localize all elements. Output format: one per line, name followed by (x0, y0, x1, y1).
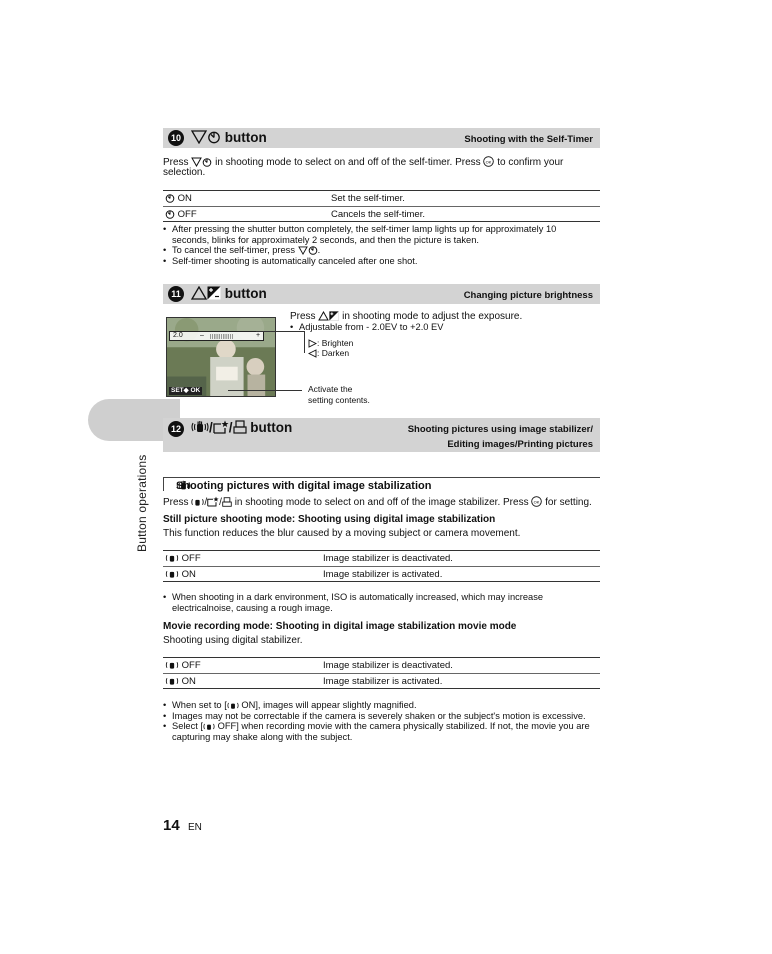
up-arrow-icon (191, 286, 207, 301)
self-timer-icon (207, 130, 221, 145)
section-11-title: button (191, 286, 267, 301)
table-row: ON Image stabilizer is activated. (163, 566, 600, 581)
movie-mode-heading: Movie recording mode: Shooting in digital image stabilization movie mode (163, 621, 517, 632)
image-stabilizer-icon (165, 660, 179, 671)
section-10-notes (163, 224, 593, 266)
section-11-header (163, 284, 600, 304)
page-number: 14 (163, 817, 180, 834)
image-stabilizer-icon (227, 700, 239, 710)
print-icon (222, 497, 232, 508)
list-item: • To cancel the self-timer, press . (163, 245, 593, 256)
still-mode-heading: Still picture shooting mode: Shooting using digital image stabilization (163, 514, 496, 525)
list-item: • Select [ OFF] when recording movie with the camera physically stabilized. If not, the movie you are capturing may shake along with the subject. (163, 721, 613, 742)
print-icon (233, 420, 247, 435)
self-timer-icon (165, 193, 175, 204)
image-stabilizer-icon (191, 497, 204, 508)
image-stabilizer-icon (203, 721, 215, 731)
section-10-subtitle: Shooting with the Self-Timer (464, 134, 593, 145)
section-10-intro-cont: selection. (163, 167, 206, 178)
list-item: • Images may not be correctable if the camera is severely shaken or the subject's motion is excessive. (163, 711, 613, 722)
list-item: • After pressing the shutter button completely, the self-timer lamp lights up for approximately 10 seconds, blinks for approximately 2 seconds, and then the picture is taken. (163, 224, 593, 245)
table-row: OFF Image stabilizer is deactivated. (163, 658, 600, 673)
brighten-label: : Brighten (308, 338, 353, 348)
side-tab-label: Button operations (135, 454, 149, 552)
movie-mode-description: Shooting using digital stabilizer. (163, 635, 303, 646)
self-timer-icon (308, 245, 318, 255)
table-row: ON Set the self-timer. (163, 191, 600, 206)
image-stabilizer-icon (191, 420, 209, 435)
ok-button-icon (531, 497, 542, 508)
callout-line (304, 331, 305, 353)
up-arrow-icon (318, 311, 329, 322)
exposure-compensation-icon (329, 311, 339, 322)
still-mode-note (163, 592, 583, 613)
section-10-title: button (191, 130, 267, 145)
table-row: OFF Image stabilizer is deactivated. (163, 551, 600, 566)
down-arrow-icon (298, 245, 308, 255)
image-stabilizer-icon (165, 676, 179, 687)
lcd-set-ok-indicator: SET◆ OK (171, 387, 201, 394)
svg-text:OK: OK (486, 159, 492, 165)
section-12-header (163, 418, 600, 452)
list-item: • When shooting in a dark environment, ISO is automatically increased, which may increase electricalnoise, causing a rough image. (163, 592, 583, 613)
section-10-header (163, 128, 600, 148)
list-item: • When set to [ ON], images will appear slightly magnified. (163, 700, 613, 711)
ok-button-icon (483, 157, 494, 168)
right-arrow-icon (308, 338, 317, 348)
table-row: OFF Cancels the self-timer. (163, 206, 600, 221)
section-12-subtitle-2: Editing images/Printing pictures (447, 439, 593, 450)
still-mode-description: This function reduces the blur caused by a moving subject or camera movement. (163, 528, 521, 539)
still-stabilizer-table (163, 550, 600, 582)
table-row: ON Image stabilizer is activated. (163, 673, 600, 688)
svg-text:OK: OK (533, 499, 540, 505)
page-language: EN (188, 822, 202, 833)
exposure-scale: 2.0 – ||||||||||||| + (169, 331, 264, 341)
lcd-scene-image (167, 318, 275, 396)
camera-lcd-preview (166, 317, 276, 397)
section-number-12: 12 (168, 421, 184, 437)
section-12-press: Press / / in shooting mode to select on and off of the image stabilizer. Press OK for setting. (163, 497, 592, 508)
darken-label: : Darken (308, 348, 349, 358)
section-number-11: 11 (168, 286, 184, 302)
image-stabilizer-icon (165, 553, 179, 564)
exposure-compensation-icon (207, 286, 221, 301)
list-item: • Self-timer shooting is automatically canceled after one shot. (163, 256, 593, 267)
down-arrow-icon (191, 130, 207, 145)
section-11-subtitle: Changing picture brightness (463, 290, 593, 301)
self-timer-table (163, 190, 600, 222)
movie-stabilizer-table (163, 657, 600, 689)
callout-line (228, 390, 302, 391)
section-12-title: / / button (191, 420, 292, 435)
section-number-10: 10 (168, 130, 184, 146)
left-arrow-icon (308, 348, 317, 358)
movie-mode-notes (163, 700, 613, 742)
favorite-frame-icon (207, 497, 219, 508)
image-stabilizer-icon (165, 569, 179, 580)
section-11-range (290, 322, 443, 333)
stabilization-subheader: Shooting pictures with digital image stabilization (163, 477, 600, 491)
section-10-intro: Press in shooting mode to select on and off of the self-timer. Press OK to confirm your (163, 157, 564, 168)
section-11-press: Press in shooting mode to adjust the exposure. (290, 311, 523, 322)
section-12-subtitle-1: Shooting pictures using image stabilizer/ (407, 424, 593, 435)
list-item: • Adjustable from - 2.0EV to +2.0 EV (290, 322, 443, 333)
favorite-frame-icon (213, 420, 229, 435)
activate-label: Activate the setting contents. (308, 384, 370, 405)
self-timer-icon (165, 209, 175, 220)
